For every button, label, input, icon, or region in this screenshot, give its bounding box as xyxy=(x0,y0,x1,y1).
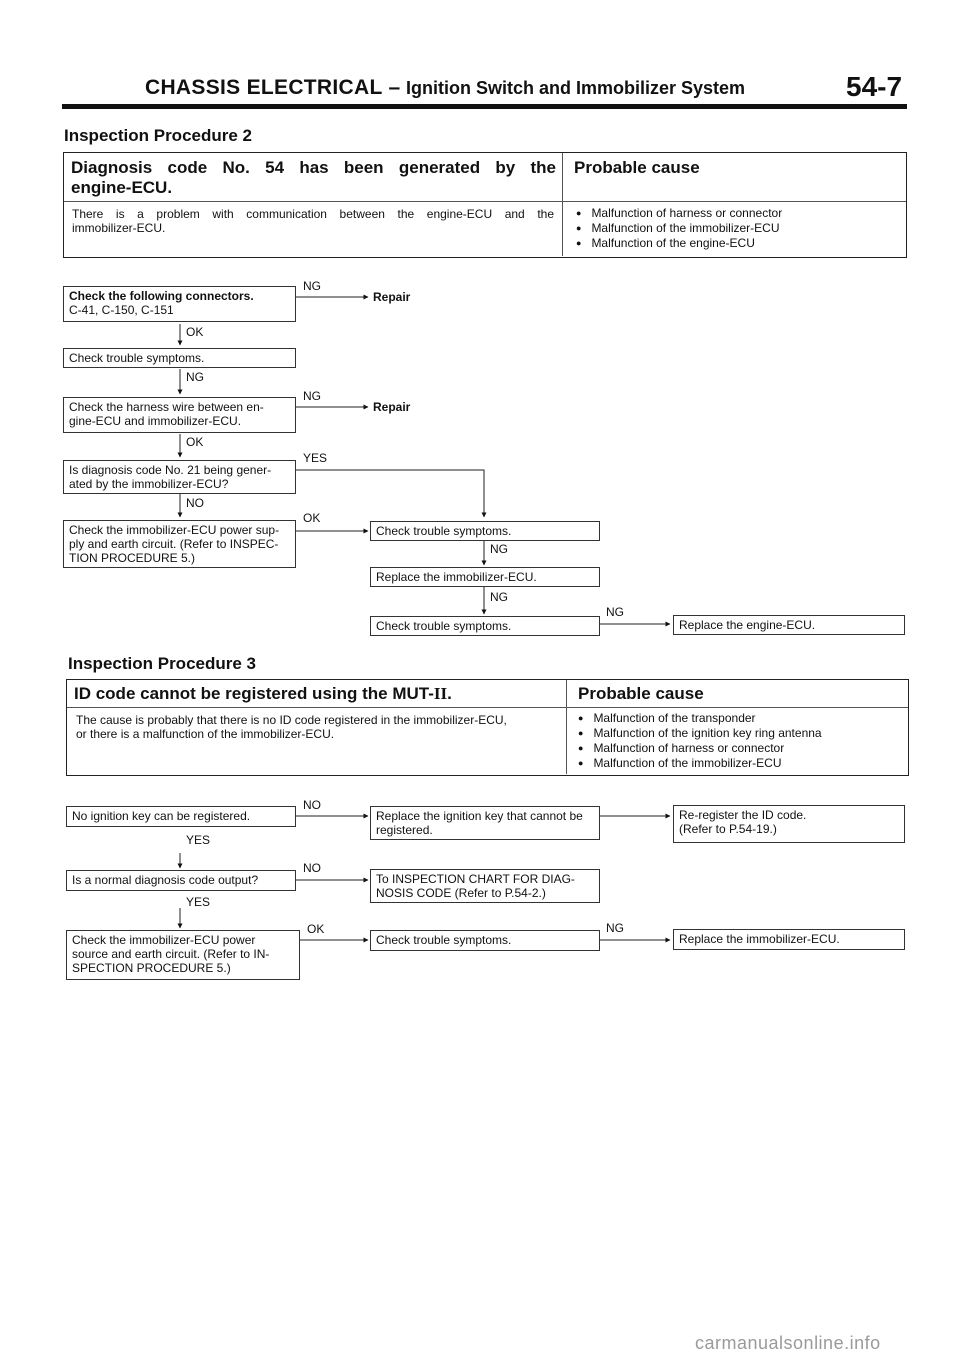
proc2-title-line1: Diagnosis code No. 54 has been generated by the xyxy=(71,158,556,177)
check-power-line: TION PROCEDURE 5.) xyxy=(69,551,196,565)
to-chart-line: To INSPECTION CHART FOR DIAG- xyxy=(376,872,575,886)
flow-label-ng: NG xyxy=(303,279,321,293)
replace-key-box xyxy=(370,806,600,840)
proc3-cause-item: ● Malfunction of the transponder xyxy=(578,711,822,726)
proc3-cause-heading: Probable cause xyxy=(578,684,704,703)
proc2-cause-heading: Probable cause xyxy=(574,158,700,177)
flow-label-ng: NG xyxy=(303,389,321,403)
flow-label-no: NO xyxy=(303,861,321,875)
check-power-line: ply and earth circuit. (Refer to INSPEC- xyxy=(69,537,279,551)
proc3-title-roman: II xyxy=(433,684,448,703)
flow-label-ok: OK xyxy=(186,325,204,339)
watermark: carmanualsonline.info xyxy=(695,1333,881,1353)
check-symptoms-box-4 xyxy=(370,930,600,951)
repair-step-2: Repair xyxy=(373,400,411,414)
proc2-title-line2: engine-ECU. xyxy=(71,178,173,197)
reregister-line: (Refer to P.54-19.) xyxy=(679,822,777,836)
flow-label-ng: NG xyxy=(186,370,204,384)
is-normal-text: Is a normal diagnosis code output? xyxy=(72,873,259,887)
repair-step-1: Repair xyxy=(373,290,411,304)
no-key-box xyxy=(66,806,296,827)
replace-immobilizer-text: Replace the immobilizer-ECU. xyxy=(679,932,840,946)
proc3-title-main: ID code cannot be registered using the MUT- xyxy=(74,684,434,703)
check-harness-line: Check the harness wire between en- xyxy=(69,400,264,414)
proc3-description-line1: The cause is probably that there is no ID code registered in the immobilizer-ECU, xyxy=(76,713,507,727)
check-power-line: Check the immobilizer-ECU power sup- xyxy=(69,523,280,537)
check-power-line: source and earth circuit. (Refer to IN- xyxy=(72,947,270,961)
flow-label-ng: NG xyxy=(606,921,624,935)
replace-immobilizer-text: Replace the immobilizer-ECU. xyxy=(376,570,537,584)
check-power-line: Check the immobilizer-ECU power xyxy=(72,933,256,947)
proc2-heading: Inspection Procedure 2 xyxy=(64,126,252,145)
flow-label-ng: NG xyxy=(606,605,624,619)
is-code21-line: Is diagnosis code No. 21 being gener- xyxy=(69,463,272,477)
check-harness-line: gine-ECU and immobilizer-ECU. xyxy=(69,414,242,428)
section-subtitle: Ignition Switch and Immobilizer System xyxy=(405,78,746,98)
proc2-cause-item: ● Malfunction of the immobilizer-ECU xyxy=(576,221,782,236)
flow-label-yes: YES xyxy=(186,833,211,847)
replace-key-line: Replace the ignition key that cannot be xyxy=(376,809,583,823)
check-connectors-list: C-41, C-150, C-151 xyxy=(69,303,174,317)
replace-key-line: registered. xyxy=(376,823,433,837)
is-code21-line: ated by the immobilizer-ECU? xyxy=(69,477,229,491)
flow-label-ok: OK xyxy=(186,435,204,449)
proc3-cause-item: ● Malfunction of harness or connector xyxy=(578,741,822,756)
flow-label-yes: YES xyxy=(186,895,211,909)
proc3-description-line2: or there is a malfunction of the immobilizer-ECU. xyxy=(76,727,335,741)
to-chart-line: NOSIS CODE (Refer to P.54-2.) xyxy=(376,886,546,900)
check-symptoms-text: Check trouble symptoms. xyxy=(376,933,512,947)
check-symptoms-text: Check trouble symptoms. xyxy=(376,524,512,538)
no-key-text: No ignition key can be registered. xyxy=(72,809,251,823)
check-symptoms-text: Check trouble symptoms. xyxy=(69,351,205,365)
check-power-box-3 xyxy=(66,930,300,980)
proc2-description-line2: immobilizer-ECU. xyxy=(72,221,166,235)
flow-label-ng: NG xyxy=(490,590,508,604)
proc2-cause-item: ● Malfunction of the engine-ECU xyxy=(576,236,782,251)
proc2-description-line1: There is a problem with communication between the engine-ECU and the xyxy=(72,207,554,221)
proc3-heading: Inspection Procedure 3 xyxy=(68,654,256,673)
flow-label-ng: NG xyxy=(490,542,508,556)
title-dash: – xyxy=(388,76,401,99)
section-name: CHASSIS ELECTRICAL xyxy=(145,76,383,99)
page-number: 54-7 xyxy=(846,71,903,102)
check-symptoms-text: Check trouble symptoms. xyxy=(376,619,512,633)
check-power-line: SPECTION PROCEDURE 5.) xyxy=(72,961,231,975)
to-chart-box xyxy=(370,869,600,903)
proc3-cause-item: ● Malfunction of the ignition key ring antenna xyxy=(578,726,822,741)
proc3-cause-item: ● Malfunction of the immobilizer-ECU xyxy=(578,756,822,771)
check-connectors-title: Check the following connectors. xyxy=(69,289,254,303)
flow-label-ok: OK xyxy=(307,922,325,936)
reregister-line: Re-register the ID code. xyxy=(679,808,807,822)
replace-engine-text: Replace the engine-ECU. xyxy=(679,618,816,632)
reregister-box xyxy=(673,805,905,843)
is-normal-box xyxy=(66,870,296,891)
flow-label-ok: OK xyxy=(303,511,321,525)
flow-label-yes: YES xyxy=(303,451,328,465)
proc3-title-end: . xyxy=(447,684,452,703)
flow-label-no: NO xyxy=(303,798,321,812)
proc2-cause-item: ● Malfunction of harness or connector xyxy=(576,206,782,221)
flow-label-no: NO xyxy=(186,496,204,510)
replace-immobilizer-box-3 xyxy=(673,929,905,950)
